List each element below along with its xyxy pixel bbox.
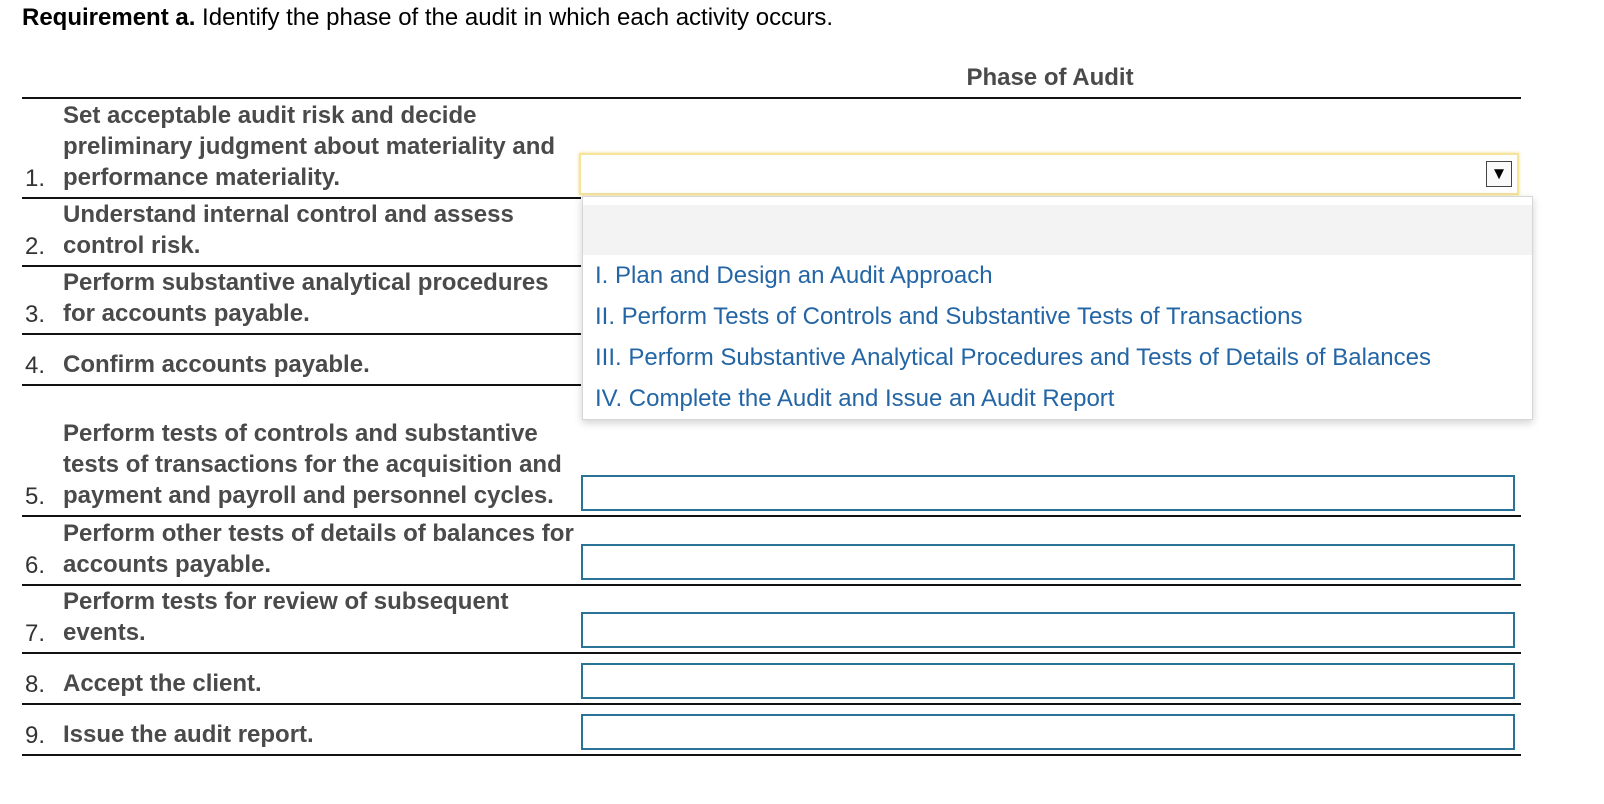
activity-text: Accept the client. [63,670,262,697]
phase-select-6[interactable] [581,544,1515,580]
activity-text: Issue the audit report. [63,721,314,748]
activity-text: Confirm accounts payable. [63,351,370,378]
table-row [22,654,1520,703]
phase-select-9[interactable] [581,714,1515,750]
row-number: 3. [25,301,46,328]
activity-text: Perform other tests of details of balances for accounts payable. [63,520,574,578]
dropdown-option-phase-4[interactable]: IV. Complete the Audit and Issue an Audit Report [595,385,1115,412]
dropdown-option-blank[interactable] [583,205,1532,255]
table-row [22,705,1520,754]
requirement-label: Requirement a. [22,4,196,31]
phase-dropdown-list [582,196,1533,420]
activity-text: Perform tests of controls and substantive tests of transactions for the acquisition and payment and payroll and personnel cycles. [63,420,562,509]
phase-select-5[interactable] [581,475,1515,511]
activity-text: Set acceptable audit risk and decide preliminary judgment about materiality and performance materiality. [63,102,556,191]
phase-select-1[interactable] [579,153,1519,195]
row-number: 9. [25,722,46,749]
row-number: 2. [25,233,46,260]
requirement-text: Identify the phase of the audit in which each activity occurs. [195,4,834,31]
row-number: 5. [25,483,46,510]
row-divider [22,754,1521,756]
column-header-phase: Phase of Audit [966,64,1134,91]
dropdown-option-phase-3[interactable]: III. Perform Substantive Analytical Procedures and Tests of Details of Balances [595,344,1431,371]
requirement-heading [22,4,833,32]
row-number: 1. [25,165,46,192]
dropdown-option-phase-1[interactable]: I. Plan and Design an Audit Approach [595,262,993,289]
row-number: 4. [25,352,46,379]
dropdown-option-phase-2[interactable]: II. Perform Tests of Controls and Substantive Tests of Transactions [595,303,1303,330]
dropdown-arrow-icon[interactable]: ▼ [1486,161,1512,187]
row-number: 8. [25,671,46,698]
activity-text: Understand internal control and assess control risk. [63,201,514,259]
row-number: 6. [25,552,46,579]
phase-select-8[interactable] [581,663,1515,699]
activity-text: Perform substantive analytical procedures for accounts payable. [63,269,549,327]
activity-text: Perform tests for review of subsequent events. [63,588,509,646]
row-number: 7. [25,620,46,647]
table-row [22,517,1520,584]
table-row [22,586,1520,652]
phase-select-7[interactable] [581,612,1515,648]
